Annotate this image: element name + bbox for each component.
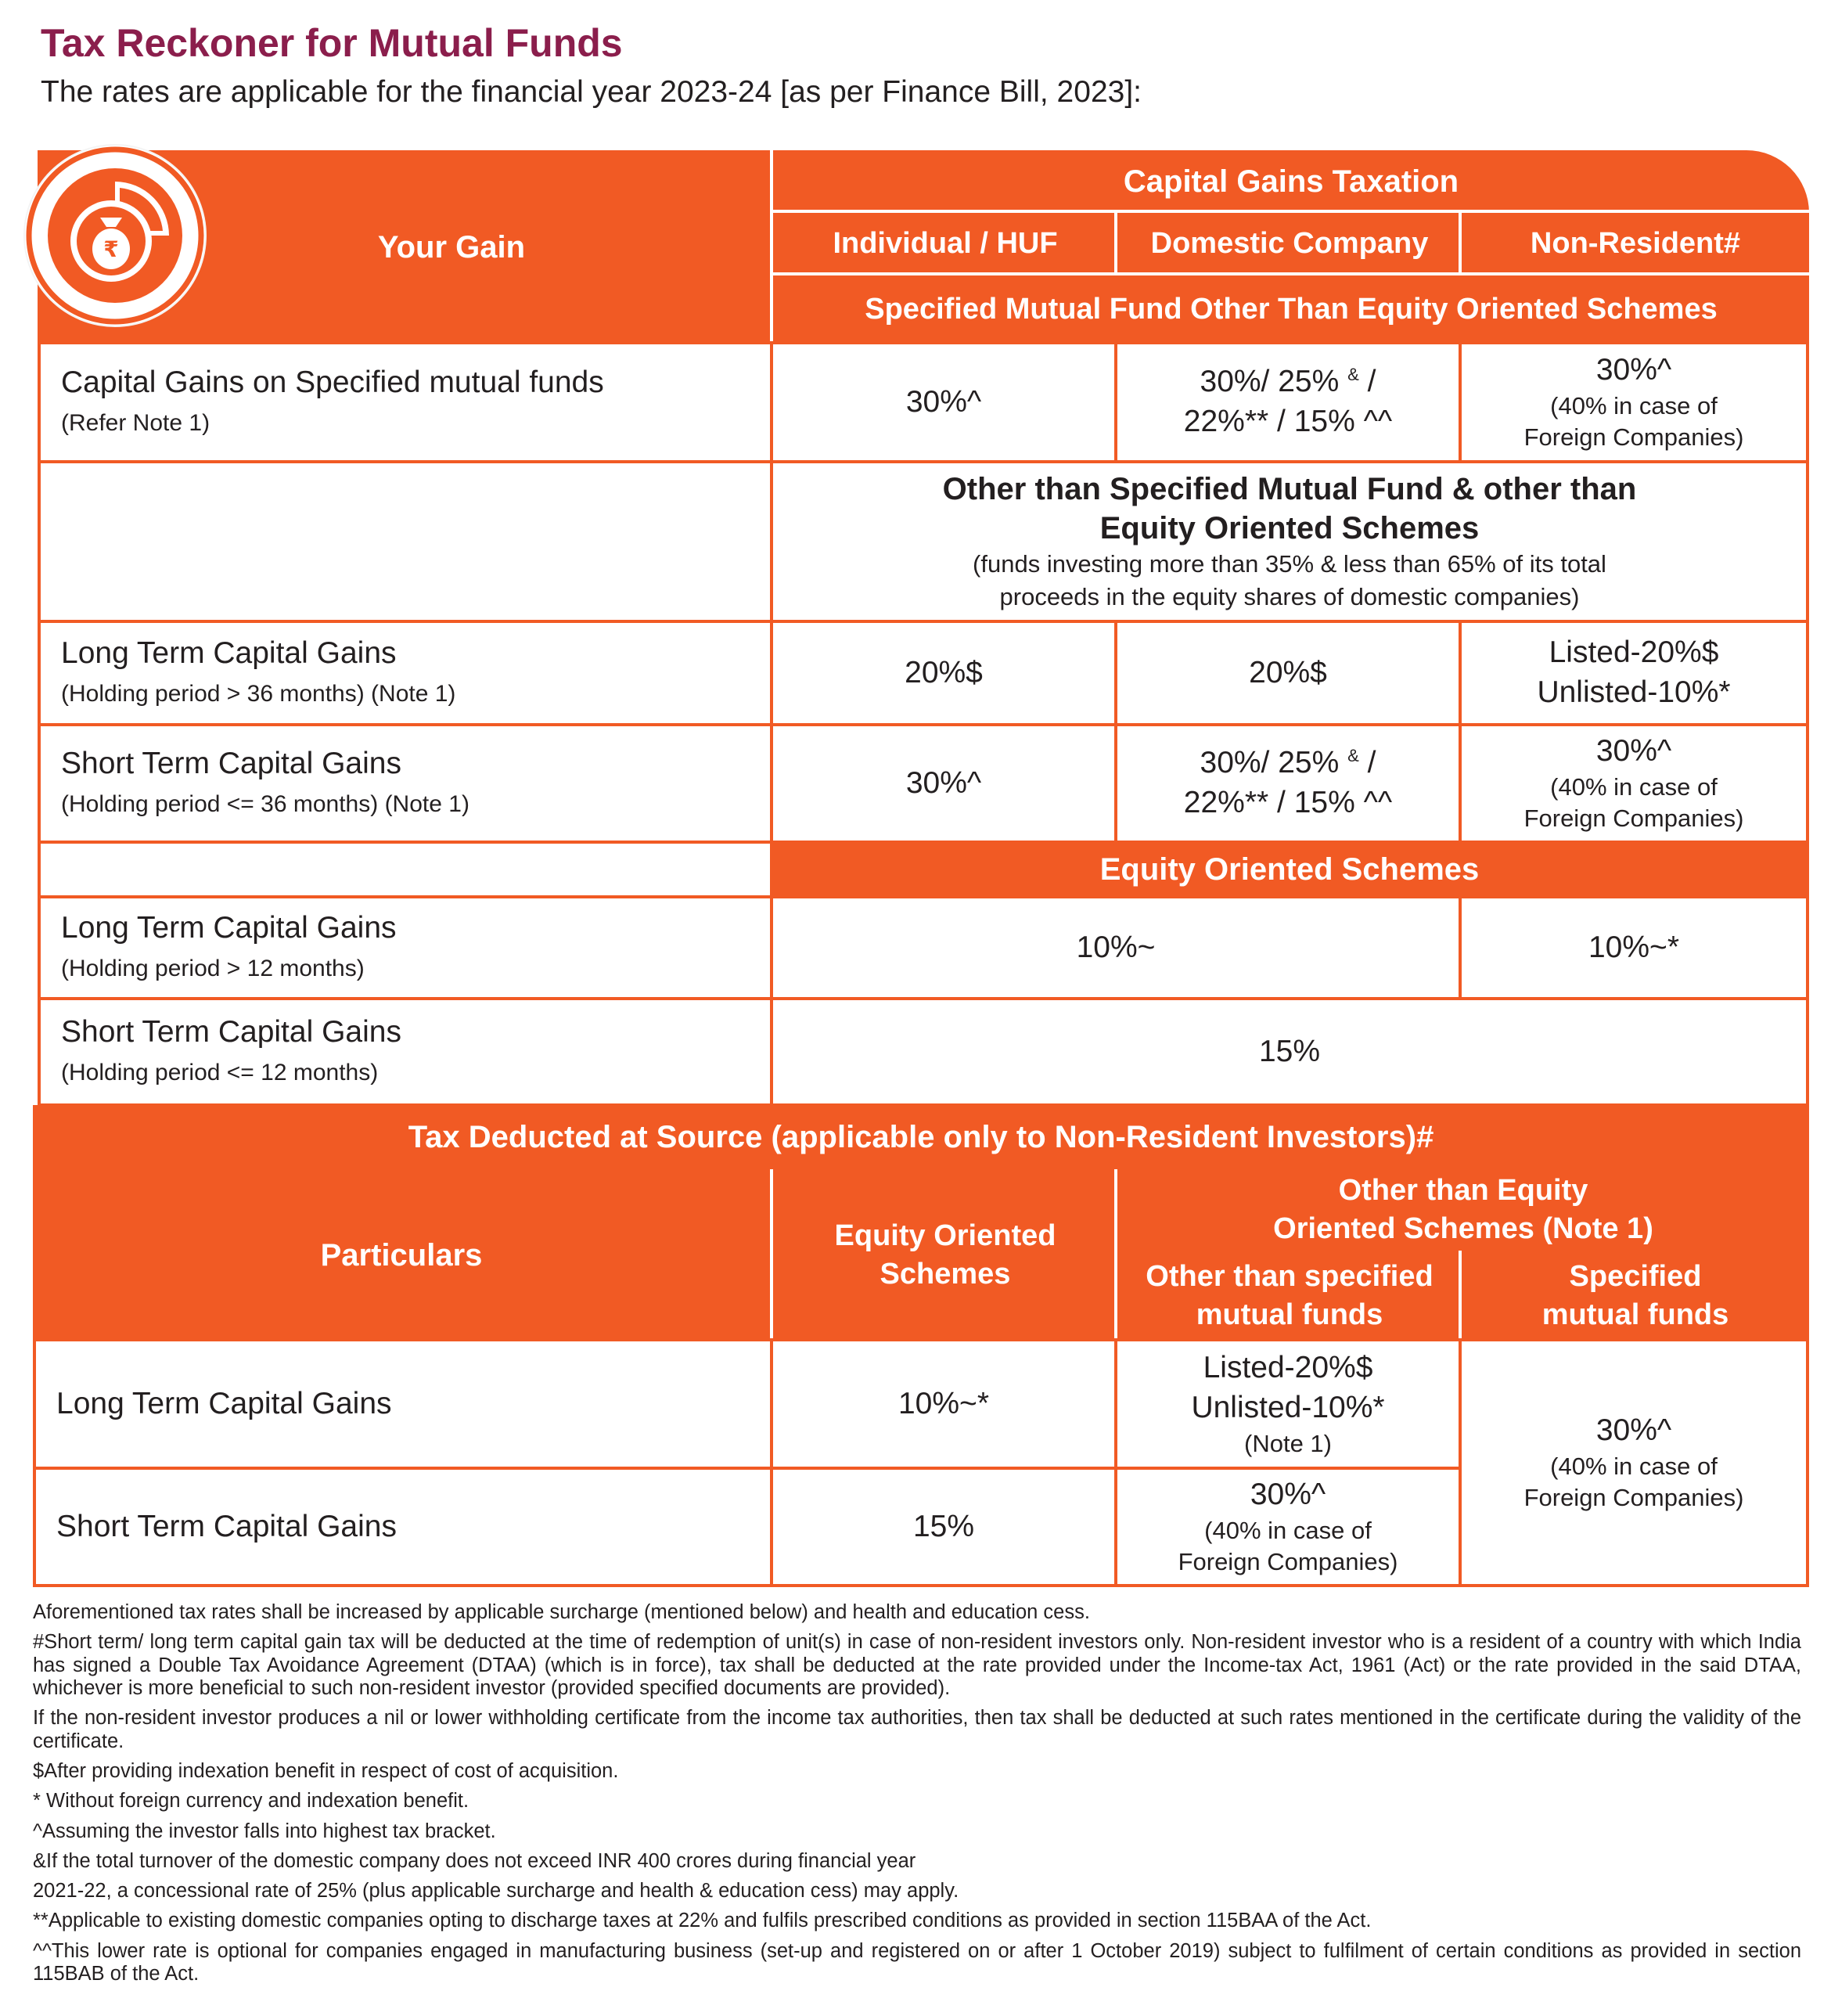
section-other-blank [38,460,773,623]
note: If the non-resident investor produces a nil or lower withholding certificate from the income tax authorities, then tax shall be deducted at such rates mentioned in the certificate during the validity of the certificate. [33,1707,1801,1752]
tds-specified-header: Specified mutual funds [1459,1251,1809,1341]
tds-stcg-label: Short Term Capital Gains [33,1467,773,1587]
row-specified-individual: 30%^ [770,341,1117,463]
row-other-stcg-nonresident: 30%^ (40% in case of Foreign Companies) [1459,723,1809,844]
row-eq-ltcg-nonresident: 10%~* [1459,895,1809,1000]
row-other-stcg-individual: 30%^ [770,723,1117,844]
svg-text:₹: ₹ [103,236,119,262]
note: &If the total turnover of the domestic company does not exceed INR 400 crores during financial year [33,1849,916,1872]
section-specified-mutual-fund: Specified Mutual Fund Other Than Equity Oriented Schemes [770,272,1809,344]
section-equity-oriented: Equity Oriented Schemes [770,841,1809,898]
your-gain-header: Your Gain [38,150,772,344]
row-eq-ltcg-label: Long Term Capital Gains (Holding period > 12 months) [38,895,773,1000]
capital-gains-taxation-header: Capital Gains Taxation [770,150,1809,213]
note: ^^This lower rate is optional for companies engaged in manufacturing business (set-up and registered on or after 1 October 2019) subject to fulfilment of certain conditions as provided in section 115BAB of the Act. [33,1939,1801,1985]
row-eq-stcg-label: Short Term Capital Gains (Holding period <= 12 months) [38,997,773,1107]
tds-specified-merged: 30%^ (40% in case of Foreign Companies) [1459,1338,1809,1587]
tds-other-than-specified-header: Other than specified mutual funds [1114,1251,1462,1341]
note: * Without foreign currency and indexation benefit. [33,1790,469,1813]
row-other-stcg-label: Short Term Capital Gains (Holding period <= 36 months) (Note 1) [38,723,773,844]
note: **Applicable to existing domestic companies opting to discharge taxes at 22% and fulfils prescribed conditions as provided in section 115BAA of the Act. [33,1910,1372,1932]
tds-other-than-equity-header: Other than Equity Oriented Schemes (Note 1) [1114,1169,1809,1254]
tds-band: Tax Deducted at Source (applicable only to Non-Resident Investors)# [33,1105,1809,1172]
col-non-resident: Non-Resident# [1459,210,1809,275]
col-domestic-company: Domestic Company [1114,210,1462,275]
note: #Short term/ long term capital gain tax will be deducted at the time of redemption of unit(s) in case of non-resident investors only. Non-resident investor who is a resident of a country with which India has signed a Double Tax Avoidance Agreement (DTAA) (which is in force), tax shall be deducted at the rate provided under the Income-tax Act, 1961 (Act) or the rate provided in the said DTAA, whichever is more beneficial to such non-resident investor (provided specified documents are provided). [33,1631,1801,1699]
row-specified-domestic: 30%/ 25% & / 22%** / 15% ^^ [1114,341,1462,463]
row-other-ltcg-nonresident: Listed-20%$ Unlisted-10%* [1459,620,1809,726]
row-other-stcg-domestic: 30%/ 25% & / 22%** / 15% ^^ [1114,723,1462,844]
footnotes [33,1601,1801,1993]
money-bag-pie-chart-icon [25,146,205,326]
col-individual-huf: Individual / HUF [770,210,1117,275]
row-eq-ltcg-resident: 10%~ [770,895,1462,1000]
section-equity-blank [38,841,773,898]
tds-particulars-header: Particulars [33,1169,770,1341]
row-other-ltcg-individual: 20%$ [770,620,1117,726]
row-specified-label: Capital Gains on Specified mutual funds (Refer Note 1) [38,341,773,463]
row-eq-stcg-all: 15% [770,997,1809,1107]
row-specified-nonresident: 30%^ (40% in case of Foreign Companies) [1459,341,1809,463]
tds-ltcg-label: Long Term Capital Gains [33,1338,773,1470]
row-other-ltcg-label: Long Term Capital Gains (Holding period > 36 months) (Note 1) [38,620,773,726]
tds-stcg-other: 30%^ (40% in case of Foreign Companies) [1114,1467,1462,1587]
page-title: Tax Reckoner for Mutual Funds [41,21,623,65]
tds-ltcg-equity: 10%~* [770,1338,1117,1470]
section-other-than-specified: Other than Specified Mutual Fund & other than Equity Oriented Schemes (funds investing more than 35% & less than 65% of its total proceeds in the equity shares of domestic companies) [770,460,1809,623]
note: ^Assuming the investor falls into highest tax bracket. [33,1820,496,1842]
page-subtitle: The rates are applicable for the financial year 2023-24 [as per Finance Bill, 2023]: [41,75,1142,109]
tds-stcg-equity: 15% [770,1467,1117,1587]
tds-equity-header: Equity Oriented Schemes [770,1169,1117,1341]
tds-ltcg-other: Listed-20%$ Unlisted-10%* (Note 1) [1114,1338,1462,1470]
note: Aforementioned tax rates shall be increased by applicable surcharge (mentioned below) and health and education cess. [33,1601,1090,1623]
note: 2021-22, a concessional rate of 25% (plus applicable surcharge and health & education cess) may apply. [33,1880,959,1903]
note: $After providing indexation benefit in respect of cost of acquisition. [33,1759,619,1782]
row-other-ltcg-domestic: 20%$ [1114,620,1462,726]
